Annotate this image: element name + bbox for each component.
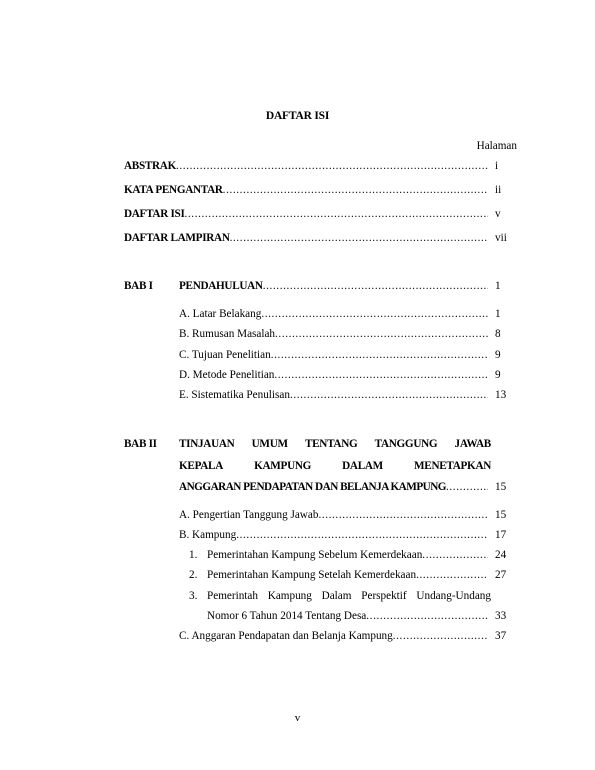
dot-leader <box>176 158 488 174</box>
toc-entry-section[interactable] <box>179 628 488 644</box>
toc-label: DAFTAR LAMPIRAN <box>124 232 230 244</box>
toc-page: 9 <box>495 369 501 381</box>
chapter-title: PENDAHULUAN <box>179 280 263 292</box>
subsection-label: Pemerintahan Kampung Sebelum Kemerdekaan <box>207 549 423 561</box>
dot-leader <box>274 367 488 383</box>
subsection-number: 3. <box>189 590 198 602</box>
toc-entry-kata-pengantar[interactable] <box>124 182 488 198</box>
chapter-number: BAB I <box>124 280 153 292</box>
chapter-number: BAB II <box>124 438 157 450</box>
section-label: B. Rumusan Masalah <box>179 328 276 340</box>
page-title: DAFTAR ISI <box>265 110 330 122</box>
title-word: TANGGUNG <box>374 438 438 450</box>
toc-page: 24 <box>495 549 507 561</box>
dot-leader <box>318 507 488 523</box>
dot-leader <box>366 608 488 624</box>
toc-entry-daftar-lampiran[interactable] <box>124 230 488 246</box>
label-word: Dalam <box>321 590 352 602</box>
dot-leader <box>263 278 488 294</box>
label-word: Perspektif <box>361 590 407 602</box>
toc-entry-subsection[interactable] <box>207 567 488 583</box>
section-label: B. Kampung <box>179 529 237 541</box>
toc-page: ii <box>495 184 502 196</box>
dot-leader <box>416 567 488 583</box>
dot-leader <box>422 547 488 563</box>
toc-entry-daftar-isi[interactable] <box>124 206 488 222</box>
label-word: Undang-Undang <box>416 590 491 602</box>
toc-page: v <box>495 208 501 220</box>
toc-entry-bab2[interactable] <box>179 479 488 495</box>
title-word: TENTANG <box>304 438 358 450</box>
section-label: D. Metode Penelitian <box>179 369 275 381</box>
halaman-label: Halaman <box>476 140 517 152</box>
dot-leader <box>230 230 488 246</box>
toc-page: 9 <box>495 349 501 361</box>
subsection-label: Pemerintahan Kampung Setelah Kemerdekaan <box>207 569 417 581</box>
toc-label: KATA PENGANTAR <box>124 184 223 196</box>
dot-leader <box>446 479 488 495</box>
section-label: C. Anggaran Pendapatan dan Belanja Kampung <box>179 630 393 642</box>
title-word: MENETAPKAN <box>414 460 491 472</box>
toc-entry-section[interactable] <box>179 367 488 383</box>
dot-leader <box>185 206 488 222</box>
toc-entry-section[interactable] <box>179 326 488 342</box>
toc-page: 13 <box>495 389 507 401</box>
toc-label: ABSTRAK <box>124 160 176 172</box>
label-word: Pemerintah <box>207 590 258 602</box>
page-number: v <box>294 712 301 724</box>
subsection-label-line2: Nomor 6 Tahun 2014 Tentang Desa <box>207 610 367 622</box>
toc-page: 37 <box>495 630 507 642</box>
subsection-label-line1 <box>207 588 491 604</box>
dot-leader <box>271 347 488 363</box>
title-word: KAMPUNG <box>254 460 312 472</box>
toc-entry-abstrak[interactable] <box>124 158 488 174</box>
toc-page: 17 <box>495 529 507 541</box>
subsection-number: 2. <box>189 569 198 581</box>
dot-leader <box>223 182 488 198</box>
chapter-title-line3: ANGGARAN PENDAPATAN DAN BELANJA KAMPUNG <box>179 481 447 493</box>
dot-leader <box>275 326 488 342</box>
dot-leader <box>261 306 488 322</box>
label-word: Kampung <box>267 590 312 602</box>
chapter-title-line2 <box>179 458 491 474</box>
toc-page: 27 <box>495 569 507 581</box>
toc-page: 8 <box>495 328 501 340</box>
toc-label: DAFTAR ISI <box>124 208 185 220</box>
section-label: A. Pengertian Tanggung Jawab <box>179 509 319 521</box>
toc-entry-subsection[interactable] <box>207 547 488 563</box>
toc-entry-subsection[interactable] <box>207 608 488 624</box>
section-label: E. Sistematika Penulisan <box>179 389 290 401</box>
toc-page: i <box>495 160 499 172</box>
dot-leader <box>290 387 488 403</box>
toc-entry-section[interactable] <box>179 527 488 543</box>
toc-page: 1 <box>495 308 501 320</box>
toc-entry-section[interactable] <box>179 306 488 322</box>
toc-entry-section[interactable] <box>179 387 488 403</box>
subsection-number: 1. <box>189 549 198 561</box>
title-word: TINJAUAN <box>179 438 235 450</box>
section-label: C. Tujuan Penelitian <box>179 349 271 361</box>
toc-entry-section[interactable] <box>179 507 488 523</box>
toc-entry-bab1[interactable] <box>179 278 488 294</box>
toc-page: 1 <box>495 280 501 292</box>
title-word: UMUM <box>251 438 288 450</box>
title-word: DALAM <box>342 460 383 472</box>
dot-leader <box>393 628 488 644</box>
chapter-title-line1 <box>179 436 491 452</box>
toc-page: 15 <box>495 509 507 521</box>
title-word: JAWAB <box>454 438 491 450</box>
toc-page: 15 <box>495 481 507 493</box>
toc-entry-section[interactable] <box>179 347 488 363</box>
section-label: A. Latar Belakang <box>179 308 262 320</box>
toc-page: vii <box>495 232 507 244</box>
dot-leader <box>236 527 488 543</box>
toc-page: 33 <box>495 610 507 622</box>
title-word: KEPALA <box>179 460 223 472</box>
